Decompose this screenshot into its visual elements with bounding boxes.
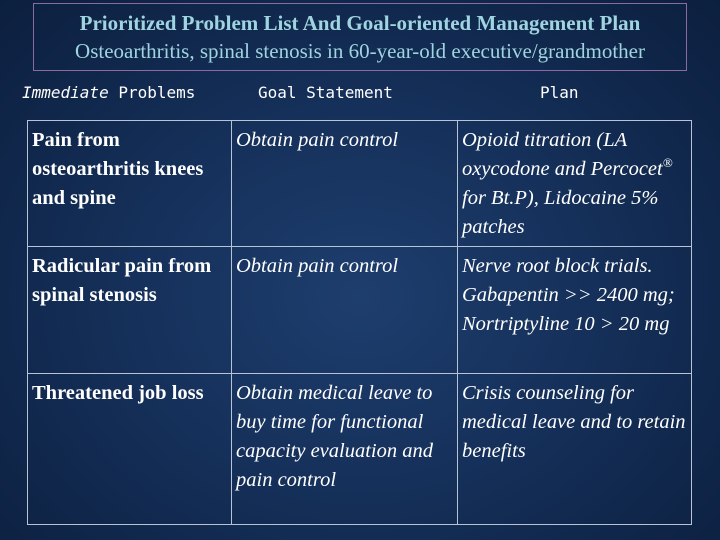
goal-cell: Obtain pain control — [232, 247, 458, 374]
plan-cell: Nerve root block trials. Gabapentin >> 2400 mg; Nortriptyline 10 > 20 mg — [458, 247, 692, 374]
column-header-problems-rest: Problems — [108, 83, 196, 102]
plan-text-after: for Bt.P), Lidocaine 5% patches — [462, 187, 659, 238]
goal-cell: Obtain pain control — [232, 121, 458, 247]
column-header-problems-em: Immediate — [22, 83, 109, 102]
table-row — [28, 374, 692, 525]
table-row — [28, 121, 692, 247]
problem-cell: Pain from osteoarthritis knees and spine — [28, 121, 232, 247]
table-row — [28, 247, 692, 374]
plan-cell — [458, 121, 692, 247]
column-header-problems — [22, 83, 195, 102]
column-header-goal: Goal Statement — [258, 83, 393, 102]
problem-cell: Threatened job loss — [28, 374, 232, 525]
page-subtitle: Osteoarthritis, spinal stenosis in 60-year-old executive/grandmother — [75, 39, 645, 63]
title-box — [33, 3, 687, 71]
registered-mark: ® — [662, 155, 673, 171]
goal-cell: Obtain medical leave to buy time for functional capacity evaluation and pain control — [232, 374, 458, 525]
page-title: Prioritized Problem List And Goal-oriented Management Plan — [79, 11, 641, 35]
problem-table — [27, 120, 692, 525]
plan-text-before: Opioid titration (LA oxycodone and Percocet — [462, 129, 663, 180]
plan-cell: Crisis counseling for medical leave and to retain benefits — [458, 374, 692, 525]
problem-cell: Radicular pain from spinal stenosis — [28, 247, 232, 374]
column-header-plan: Plan — [540, 83, 579, 102]
